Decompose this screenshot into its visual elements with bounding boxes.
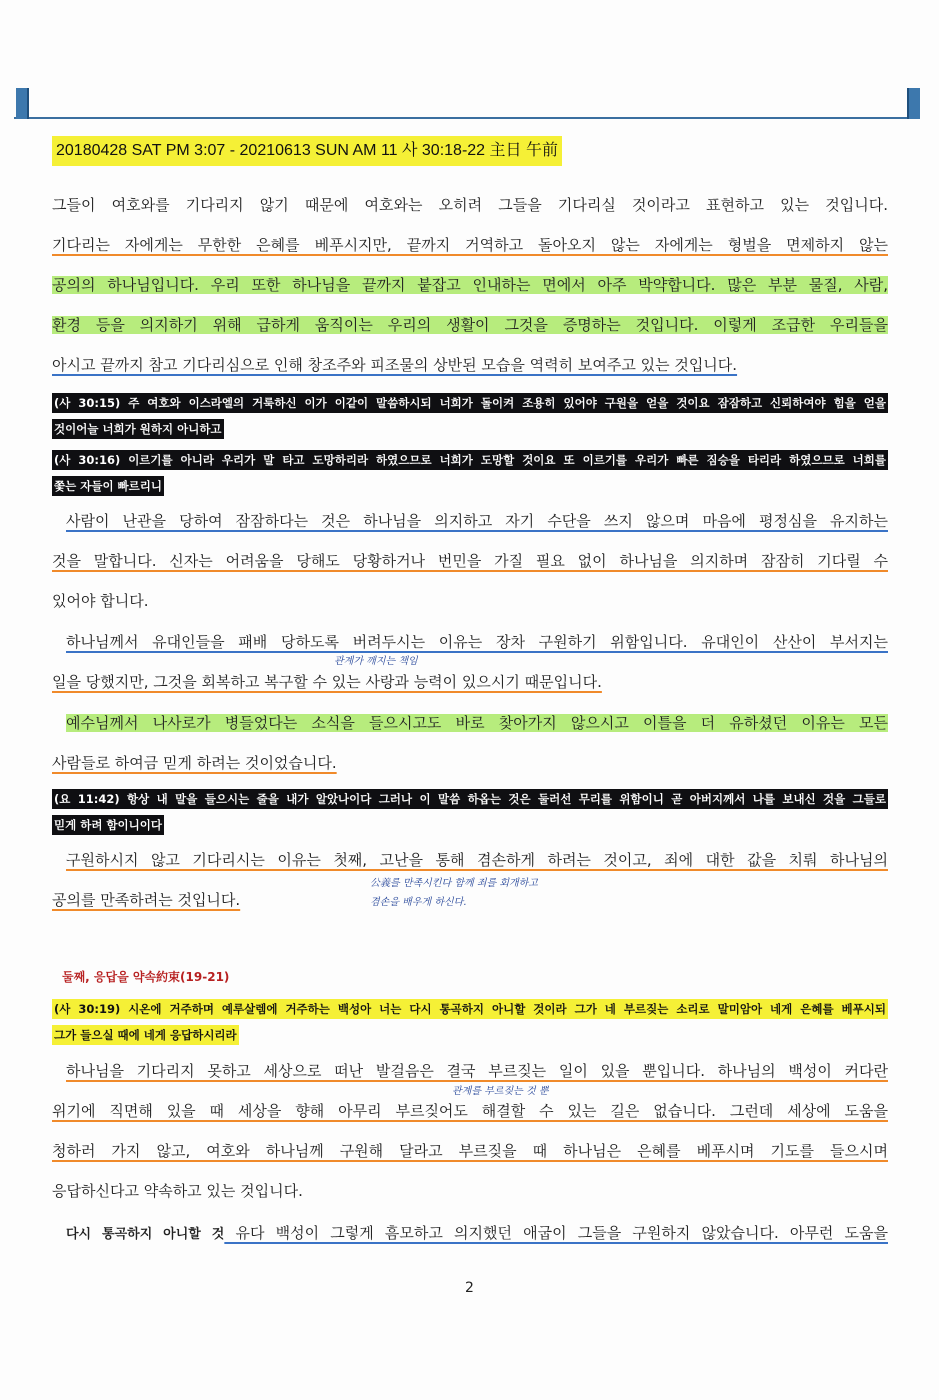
scripture-line: 믿게 하려 함이니이다 bbox=[52, 815, 164, 835]
paragraph-line: 공의의 하나님입니다. 우리 또한 하나님을 끝까지 붙잡고 인내하는 면에서 아주 박약합니다. 많은 부분 물질, 사람, bbox=[52, 276, 888, 294]
scripture-quote-isaiah-30-15 bbox=[52, 390, 888, 442]
page-tab-right bbox=[907, 88, 920, 119]
paragraph-line: 다시 통곡하지 아니할 것 유다 백성이 그렇게 흠모하고 의지했던 애굽이 그들을 구원하지 않았습니다. 아무런 도움을 bbox=[66, 1224, 888, 1242]
paragraph-line: 환경 등을 의지하기 위해 급하게 움직이는 우리의 생활이 그것을 증명하는 것입니다. 이렇게 조급한 우리들을 bbox=[52, 316, 888, 334]
paragraph-line: 위기에 직면해 있을 때 세상을 향해 아무리 부르짖어도 해결할 수 있는 길은 없습니다. 그런데 세상에 도움을 bbox=[52, 1102, 888, 1120]
handwritten-note: 公義를 만족시킨다 함께 죄를 회개하고 bbox=[370, 878, 538, 889]
paragraph-7 bbox=[52, 1213, 888, 1253]
paragraph-line: 일을 당했지만, 그것을 회복하고 복구할 수 있는 사랑과 능력이 있으시기 때문입니다. bbox=[52, 673, 602, 691]
paragraph-line: 공의를 만족하려는 것입니다. bbox=[52, 891, 241, 909]
page-number: 2 bbox=[465, 1280, 474, 1296]
paragraph-line: 하나님께서 유대인들을 패배 당하도록 버려두시는 이유는 장차 구원하기 위함입니다. 유대인이 산산이 부서지는 bbox=[66, 633, 888, 651]
scripture-quote-isaiah-30-16 bbox=[52, 447, 888, 499]
paragraph-line: 것을 말합니다. 신자는 어려움을 당해도 당황하거나 번민을 가질 필요 없이 하나님을 의지하며 잠잠히 기다릴 수 bbox=[52, 552, 888, 570]
paragraph-1 bbox=[52, 185, 888, 385]
handwritten-note: 관계를 부르짖는 것 뿐 bbox=[452, 1086, 549, 1097]
scripture-line: 것이어늘 너희가 원하지 아니하고 bbox=[52, 419, 224, 439]
scripture-line: 그가 들으실 때에 네게 응답하시리라 bbox=[52, 1025, 239, 1045]
paragraph-line: 사람들로 하여금 믿게 하려는 것이었습니다. bbox=[52, 754, 337, 772]
bold-lead-phrase: 다시 통곡하지 아니할 것 bbox=[66, 1227, 225, 1242]
scripture-quote-john-11-42 bbox=[52, 786, 888, 838]
paragraph-line: 그들이 여호와를 기다리지 않기 때문에 여호와는 오히려 그들을 기다리실 것이라고 표현하고 있는 것입니다. bbox=[52, 196, 888, 214]
scripture-line: (요 11:42) 항상 내 말을 들으시는 줄을 내가 알았나이다 그러나 이 말씀 하옵는 것은 둘러선 무리를 위함이니 곧 아버지께서 나를 보내신 것을 그들로 bbox=[52, 789, 888, 809]
scripture-line: (사 30:15) 주 여호와 이스라엘의 거룩하신 이가 이같이 말씀하시되 너희가 돌이켜 조용히 있어야 구원을 얻을 것이요 잠잠하고 신뢰하여야 힘을 얻을 bbox=[52, 393, 888, 413]
paragraph-2 bbox=[52, 501, 888, 621]
paragraph-line: 응답하신다고 약속하고 있는 것입니다. bbox=[52, 1182, 303, 1200]
paragraph-6 bbox=[52, 1051, 888, 1211]
paragraph-4 bbox=[52, 703, 888, 783]
handwritten-note: 겸손을 배우게 하신다. bbox=[370, 897, 467, 908]
paragraph-line: 예수님께서 나사로가 병들었다는 소식을 들으시고도 바로 찾아가지 않으시고 이틀을 더 유하셨던 이유는 모든 bbox=[66, 714, 888, 732]
handwritten-note: 관계가 깨지는 책임 bbox=[334, 656, 418, 667]
scripture-line: (사 30:16) 이르기를 아니라 우리가 말 타고 도망하리라 하였으므로 너희가 도망할 것이요 또 이르기를 우리가 빠른 짐승을 타리라 하였으므로 너희를 bbox=[52, 450, 888, 470]
paragraph-line: 사람이 난관을 당하여 잠잠하다는 것은 하나님을 의지하고 자기 수단을 쓰지 않으며 마음에 평정심을 유지하는 bbox=[66, 512, 888, 530]
paragraph-line: 구원하시지 않고 기다리시는 이유는 첫째, 고난을 통해 겸손하게 하려는 것이고, 죄에 대한 값을 치뤄 하나님의 bbox=[66, 851, 888, 869]
scripture-line: 쫓는 자들이 빠르리니 bbox=[52, 476, 164, 496]
paragraph-line: 청하러 가지 않고, 여호와 하나님께 구원해 달라고 부르짖을 때 하나님은 은혜를 베푸시며 기도를 들으시며 bbox=[52, 1142, 888, 1160]
header-rule bbox=[14, 117, 920, 119]
section-heading: 둘째, 응답을 약속約束(19-21) bbox=[62, 970, 230, 984]
page-tab-left bbox=[16, 88, 29, 119]
paragraph-line: 기다리는 자에게는 무한한 은혜를 베푸시지만, 끝까지 거역하고 돌아오지 않는 자에게는 형벌을 면제하지 않는 bbox=[52, 236, 888, 254]
paragraph-line: 하나님을 기다리지 못하고 세상으로 떠난 발걸음은 결국 부르짖는 일이 있을 뿐입니다. 하나님의 백성이 커다란 bbox=[66, 1062, 888, 1080]
paragraph-line: 아시고 끝까지 참고 기다리심으로 인해 창조주와 피조물의 상반된 모습을 역력히 보여주고 있는 것입니다. bbox=[52, 356, 738, 374]
scripture-quote-isaiah-30-19 bbox=[52, 996, 888, 1048]
paragraph-line: 있어야 합니다. bbox=[52, 592, 149, 610]
scripture-line: (사 30:19) 시온에 거주하며 예루살렘에 거주하는 백성아 너는 다시 통곡하지 아니할 것이라 그가 네 부르짖는 소리로 말미암아 네게 은혜를 베푸시되 bbox=[52, 999, 888, 1019]
sermon-dateline: 20180428 SAT PM 3:07 - 20210613 SUN AM 11 사 30:18-22 主日 午前 bbox=[52, 136, 562, 166]
paragraph-3 bbox=[52, 622, 888, 702]
